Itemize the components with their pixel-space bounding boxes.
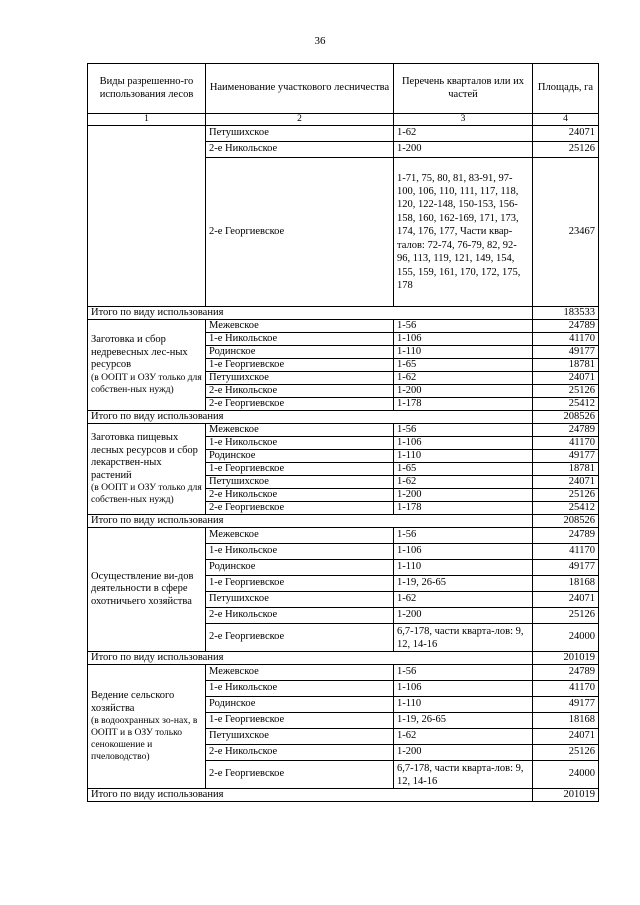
area-value: 23467 (533, 158, 599, 307)
area-value: 49177 (533, 697, 599, 713)
area-value: 24789 (533, 424, 599, 437)
blocks-list: 1-110 (394, 346, 533, 359)
area-value: 18168 (533, 713, 599, 729)
blocks-list: 1-65 (394, 359, 533, 372)
blocks-list: 6,7-178, части кварта-лов: 9, 12, 14-16 (394, 761, 533, 789)
blocks-list: 1-110 (394, 697, 533, 713)
area-value: 24071 (533, 592, 599, 608)
forestry-name: 2-е Георгиевское (206, 502, 394, 515)
area-value: 25412 (533, 398, 599, 411)
blocks-list: 1-200 (394, 745, 533, 761)
forest-use-table (87, 63, 599, 802)
page-number: 36 (314, 35, 326, 47)
use-type-cell (88, 528, 206, 652)
blocks-list: 1-65 (394, 463, 533, 476)
total-row (88, 789, 599, 802)
blocks-list: 1-62 (394, 126, 533, 142)
forestry-name: Петушихское (206, 729, 394, 745)
forestry-name: 2-е Никольское (206, 385, 394, 398)
use-type-name: Осуществление ви-дов деятельности в сфере охотничьего хозяйства (91, 570, 194, 607)
total-label: Итого по виду использования (88, 789, 533, 802)
area-value: 25126 (533, 385, 599, 398)
use-type-name: Заготовка и сбор недревесных лес-ных ресурсов (91, 334, 188, 371)
use-type-cell (88, 126, 206, 307)
total-row (88, 411, 599, 424)
blocks-list: 1-56 (394, 665, 533, 681)
use-type-note: (в ООПТ и ОЗУ только для собствен-ных нужд) (91, 482, 202, 505)
table-row (88, 126, 599, 142)
forestry-name: 1-е Никольское (206, 544, 394, 560)
total-label: Итого по виду использования (88, 411, 533, 424)
use-type-cell (88, 665, 206, 789)
table-row (88, 528, 599, 544)
forestry-name: 2-е Георгиевское (206, 158, 394, 307)
forestry-name: Межевское (206, 320, 394, 333)
blocks-list: 1-178 (394, 398, 533, 411)
blocks-list: 1-71, 75, 80, 81, 83-91, 97-100, 106, 110, 111, 117, 118, 120, 122-148, 150-153, 156-158, 160, 162-169, 171, 173, 174, 176, 177, Части квар-талов: 72-74, 76-79, 82, 92-96, 113, 119, 121, 149, 154, 155, 159, 161, 170, 172, 175, 178 (394, 158, 533, 307)
total-value: 201019 (533, 652, 599, 665)
column-number-4: 4 (533, 114, 599, 126)
area-value: 49177 (533, 346, 599, 359)
use-type-cell (88, 424, 206, 515)
forestry-name: Петушихское (206, 126, 394, 142)
total-value: 183533 (533, 307, 599, 320)
forestry-name: 2-е Никольское (206, 142, 394, 158)
area-value: 41170 (533, 681, 599, 697)
table-row (88, 424, 599, 437)
area-value: 18781 (533, 359, 599, 372)
use-type-note: (в водоохранных зо-нах, в ООПТ и в ОЗУ только сенокошение и пчеловодство) (91, 715, 198, 762)
area-value: 18168 (533, 576, 599, 592)
forestry-name: Родинское (206, 560, 394, 576)
total-value: 208526 (533, 515, 599, 528)
forestry-name: Родинское (206, 697, 394, 713)
forestry-name: Петушихское (206, 592, 394, 608)
total-value: 201019 (533, 789, 599, 802)
blocks-list: 1-200 (394, 608, 533, 624)
forestry-name: 2-е Никольское (206, 745, 394, 761)
total-row (88, 515, 599, 528)
area-value: 49177 (533, 560, 599, 576)
area-value: 24071 (533, 126, 599, 142)
forestry-name: Родинское (206, 450, 394, 463)
total-label: Итого по виду использования (88, 515, 533, 528)
blocks-list: 1-110 (394, 450, 533, 463)
forestry-name: Межевское (206, 424, 394, 437)
use-type-name: Заготовка пищевых лесных ресурсов и сбор лекарствен-ных растений (91, 432, 198, 481)
forestry-name: Петушихское (206, 372, 394, 385)
blocks-list: 1-62 (394, 592, 533, 608)
forestry-name: 2-е Никольское (206, 489, 394, 502)
blocks-list: 1-19, 26-65 (394, 576, 533, 592)
blocks-list: 1-106 (394, 681, 533, 697)
blocks-list: 1-56 (394, 528, 533, 544)
blocks-list: 1-62 (394, 729, 533, 745)
header-forestry-name: Наименование участкового лесничества (206, 64, 394, 114)
area-value: 24071 (533, 372, 599, 385)
blocks-list: 1-56 (394, 320, 533, 333)
forestry-name: Межевское (206, 665, 394, 681)
area-value: 41170 (533, 544, 599, 560)
forestry-name: Петушихское (206, 476, 394, 489)
area-value: 24000 (533, 624, 599, 652)
column-number-3: 3 (394, 114, 533, 126)
forestry-name: 2-е Георгиевское (206, 624, 394, 652)
blocks-list: 1-200 (394, 142, 533, 158)
area-value: 24000 (533, 761, 599, 789)
area-value: 24071 (533, 729, 599, 745)
header-row (88, 64, 599, 114)
forestry-name: 2-е Никольское (206, 608, 394, 624)
area-value: 49177 (533, 450, 599, 463)
use-type-note: (в ООПТ и ОЗУ только для собствен-ных нужд) (91, 371, 202, 395)
header-use-type: Виды разрешенно-го использования лесов (88, 64, 206, 114)
blocks-list: 1-200 (394, 385, 533, 398)
use-type-name: Ведение сельского хозяйства (91, 690, 175, 714)
header-area: Площадь, га (533, 64, 599, 114)
forestry-name: 1-е Георгиевское (206, 713, 394, 729)
blocks-list: 1-62 (394, 372, 533, 385)
area-value: 24789 (533, 528, 599, 544)
area-value: 25126 (533, 608, 599, 624)
forestry-name: 1-е Никольское (206, 681, 394, 697)
area-value: 24789 (533, 320, 599, 333)
blocks-list: 6,7-178, части кварта-лов: 9, 12, 14-16 (394, 624, 533, 652)
area-value: 24789 (533, 665, 599, 681)
use-type-cell (88, 320, 206, 411)
forestry-name: 2-е Георгиевское (206, 398, 394, 411)
blocks-list: 1-200 (394, 489, 533, 502)
area-value: 25412 (533, 502, 599, 515)
forestry-name: 1-е Никольское (206, 333, 394, 346)
total-label: Итого по виду использования (88, 307, 533, 320)
column-number-2: 2 (206, 114, 394, 126)
blocks-list: 1-110 (394, 560, 533, 576)
area-value: 41170 (533, 333, 599, 346)
table-row (88, 665, 599, 681)
area-value: 25126 (533, 142, 599, 158)
area-value: 24071 (533, 476, 599, 489)
total-value: 208526 (533, 411, 599, 424)
forestry-name: Родинское (206, 346, 394, 359)
area-value: 25126 (533, 745, 599, 761)
area-value: 25126 (533, 489, 599, 502)
column-number-1: 1 (88, 114, 206, 126)
forestry-name: 2-е Георгиевское (206, 761, 394, 789)
forestry-name: 1-е Георгиевское (206, 576, 394, 592)
total-row (88, 307, 599, 320)
blocks-list: 1-19, 26-65 (394, 713, 533, 729)
column-number-row (88, 114, 599, 126)
forestry-name: 1-е Георгиевское (206, 463, 394, 476)
blocks-list: 1-106 (394, 437, 533, 450)
blocks-list: 1-56 (394, 424, 533, 437)
header-blocks-list: Перечень кварталов или их частей (394, 64, 533, 114)
blocks-list: 1-178 (394, 502, 533, 515)
area-value: 41170 (533, 437, 599, 450)
table-row (88, 320, 599, 333)
forestry-name: 1-е Никольское (206, 437, 394, 450)
total-row (88, 652, 599, 665)
forestry-name: Межевское (206, 528, 394, 544)
blocks-list: 1-62 (394, 476, 533, 489)
blocks-list: 1-106 (394, 544, 533, 560)
blocks-list: 1-106 (394, 333, 533, 346)
area-value: 18781 (533, 463, 599, 476)
total-label: Итого по виду использования (88, 652, 533, 665)
forestry-name: 1-е Георгиевское (206, 359, 394, 372)
